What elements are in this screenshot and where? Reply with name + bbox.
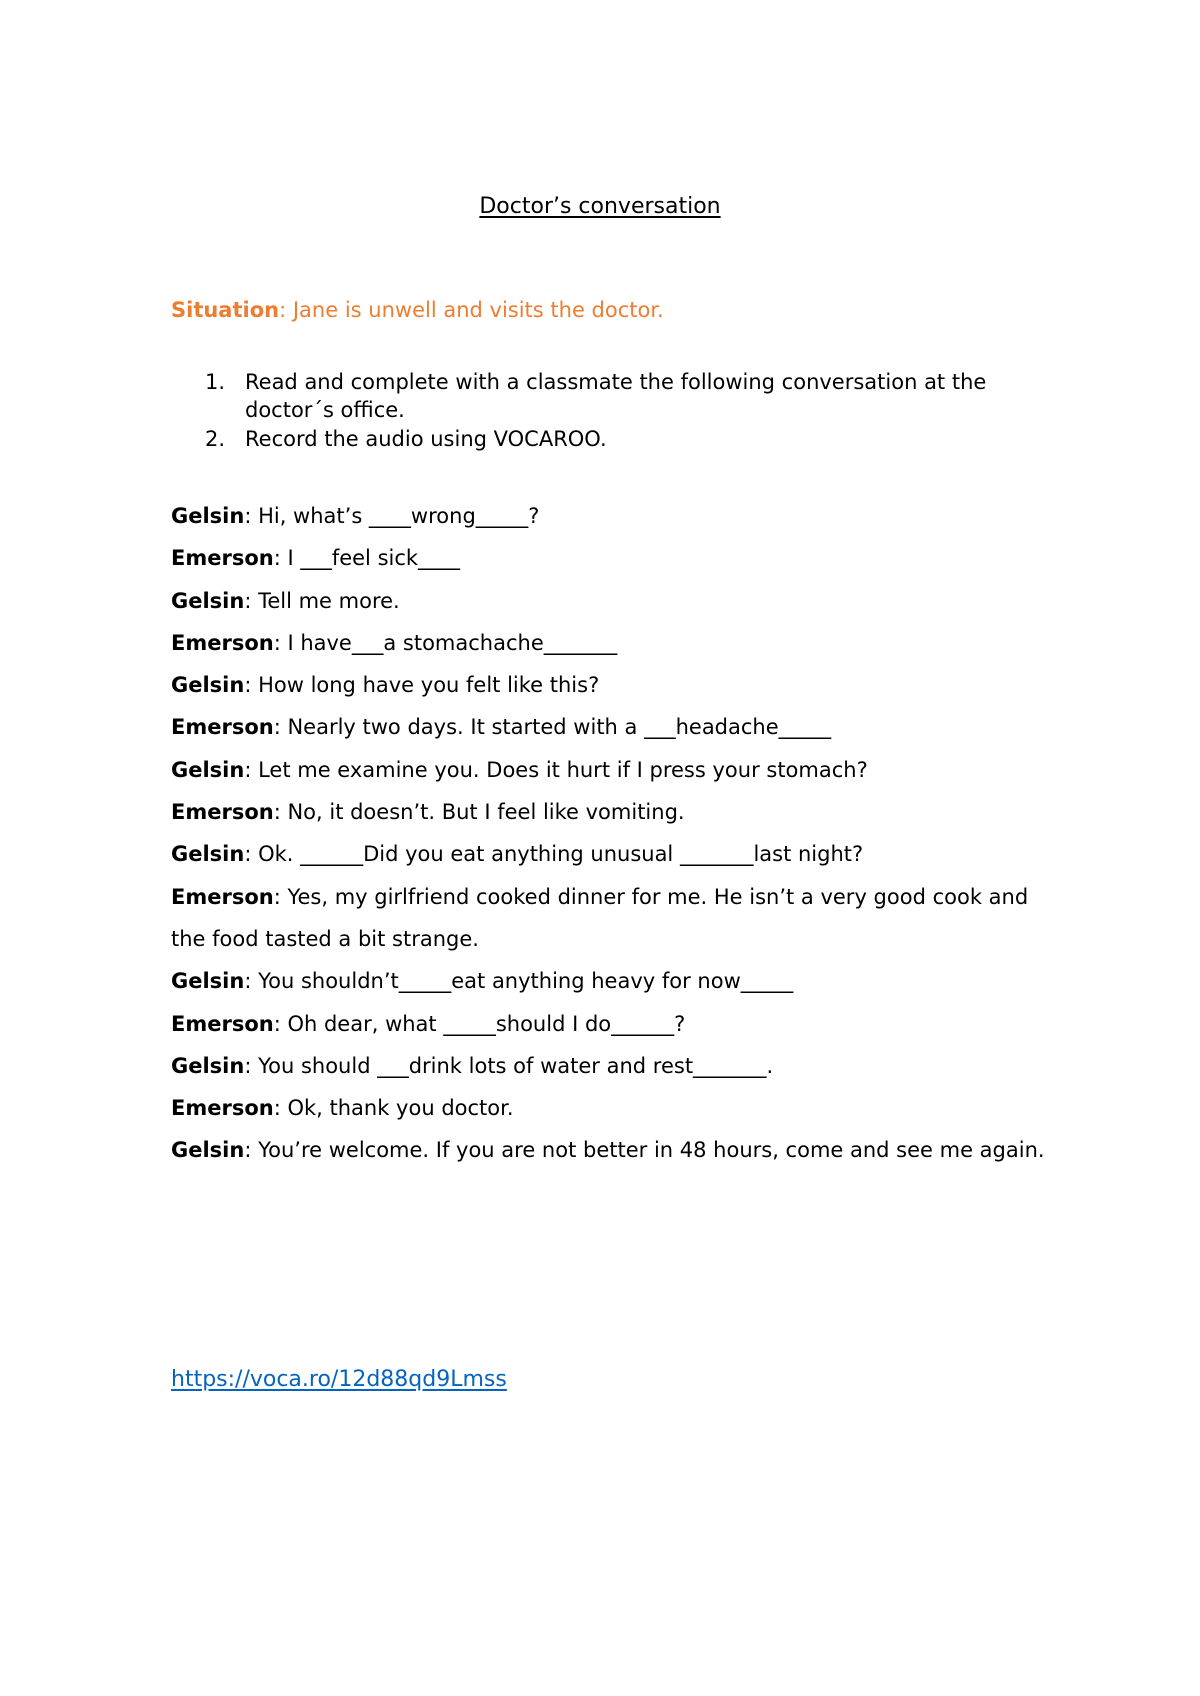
dialogue-line (171, 1003, 1051, 1045)
instruction-number: 1. (205, 370, 226, 394)
dialogue-line (171, 833, 1051, 875)
situation-line (171, 294, 664, 326)
speaker-name: Gelsin (171, 504, 245, 528)
dialogue-line (171, 706, 1051, 748)
dialogue-text: : Hi, what’s ____wrong_____? (244, 504, 540, 528)
instruction-item (205, 368, 1045, 424)
dialogue (171, 495, 1051, 1172)
dialogue-line (171, 664, 1051, 706)
dialogue-line (171, 580, 1051, 622)
dialogue-text: : Oh dear, what _____should I do______? (273, 1011, 686, 1036)
speaker-name: Emerson (171, 630, 274, 655)
speaker-name: Gelsin (171, 1138, 245, 1163)
speaker-name: Gelsin (171, 588, 245, 613)
dialogue-text: : You’re welcome. If you are not better in 48 hours, come and see me again. (244, 1138, 1045, 1163)
speaker-name: Emerson (171, 1096, 274, 1121)
speaker-name: Emerson (171, 1011, 274, 1036)
situation-text: : Jane is unwell and visits the doctor. (279, 298, 664, 322)
instruction-text: Read and complete with a classmate the following conversation at the doctor´s office. (245, 370, 987, 422)
instruction-text: Record the audio using VOCAROO. (245, 427, 607, 451)
speaker-name: Emerson (171, 884, 274, 909)
speaker-name: Emerson (171, 546, 274, 571)
dialogue-text: : You should ___drink lots of water and rest_______. (244, 1053, 774, 1078)
dialogue-line (171, 537, 1051, 579)
dialogue-line (171, 1045, 1051, 1087)
page-title: Doctor’s conversation (479, 194, 721, 219)
speaker-name: Emerson (171, 715, 274, 740)
dialogue-text: : How long have you felt like this? (244, 673, 600, 698)
speaker-name: Gelsin (171, 969, 245, 994)
dialogue-text: : No, it doesn’t. But I feel like vomiting. (273, 800, 685, 825)
dialogue-line (171, 791, 1051, 833)
dialogue-line (171, 495, 1051, 537)
dialogue-text: : Ok, thank you doctor. (273, 1096, 514, 1121)
speaker-name: Gelsin (171, 757, 245, 782)
dialogue-text: : I have___a stomachache_______ (273, 630, 618, 655)
dialogue-text: : You shouldn’t_____eat anything heavy for now_____ (244, 969, 794, 994)
dialogue-line (171, 749, 1051, 791)
speaker-name: Gelsin (171, 673, 245, 698)
instruction-item (205, 425, 1045, 453)
speaker-name: Gelsin (171, 842, 245, 867)
dialogue-line (171, 960, 1051, 1002)
dialogue-line (171, 1087, 1051, 1129)
dialogue-text: : I ___feel sick____ (273, 546, 461, 571)
speaker-name: Emerson (171, 800, 274, 825)
instruction-number: 2. (205, 427, 226, 451)
dialogue-text: : Yes, my girlfriend cooked dinner for me. He isn’t a very good cook and the food tasted a bit strange. (171, 884, 1029, 951)
dialogue-line (171, 876, 1051, 961)
dialogue-line (171, 1129, 1051, 1171)
vocaroo-link[interactable]: https://voca.ro/12d88qd9Lmss (171, 1367, 507, 1392)
speaker-name: Gelsin (171, 1053, 245, 1078)
dialogue-text: : Ok. ______Did you eat anything unusual _______last night? (244, 842, 864, 867)
dialogue-text: : Nearly two days. It started with a ___headache_____ (273, 715, 832, 740)
dialogue-line (171, 622, 1051, 664)
instructions-list (205, 368, 1045, 454)
dialogue-text: : Tell me more. (244, 588, 400, 613)
situation-label: Situation (171, 298, 280, 322)
dialogue-text: : Let me examine you. Does it hurt if I press your stomach? (244, 757, 868, 782)
